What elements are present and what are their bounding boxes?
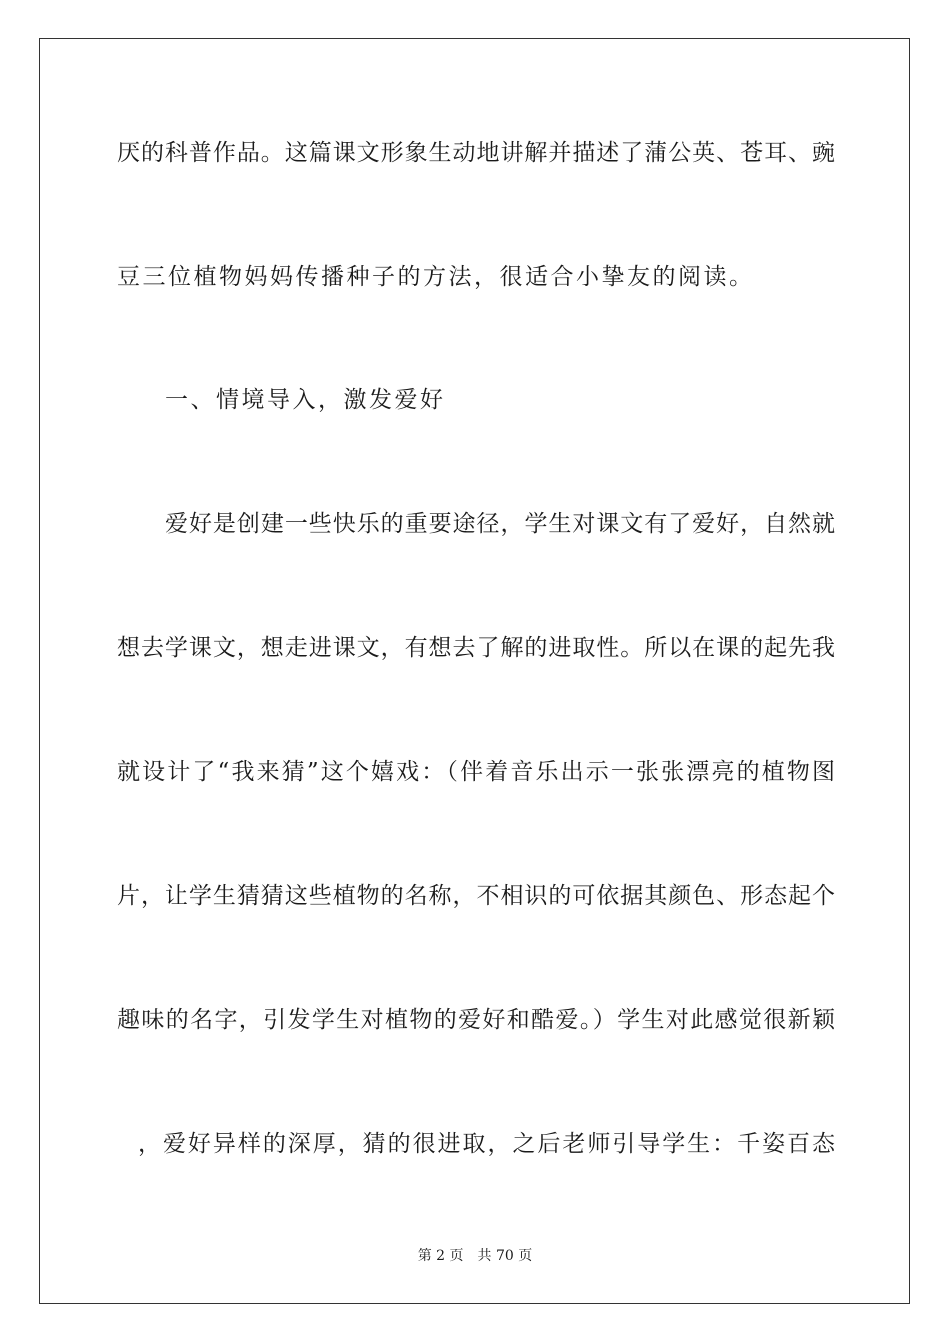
text-line: ，爱好异样的深厚，猜的很进取，之后老师引导学生：千姿百态	[138, 1131, 835, 1157]
text-line: 想去学课文，想走进课文，有想去了解的进取性。所以在课的起先我	[117, 635, 835, 661]
page-border	[39, 38, 910, 1304]
text-line: 豆三位植物妈妈传播种子的方法，很适合小挚友的阅读。	[117, 264, 755, 290]
text-line: 片，让学生猜猜这些植物的名称，不相识的可依据其颜色、形态起个	[117, 883, 835, 909]
page-number: 第 2 页	[417, 1248, 464, 1264]
text-line: 爱好是创建一些快乐的重要途径，学生对课文有了爱好，自然就	[165, 511, 835, 537]
page-footer	[0, 1247, 950, 1265]
text-line: 就设计了“我来猜”这个嬉戏：（伴着音乐出示一张张漂亮的植物图	[117, 759, 835, 785]
text-line: 趣味的名字，引发学生对植物的爱好和酷爱。）学生对此感觉很新颖	[117, 1007, 835, 1033]
total-pages: 共 70 页	[477, 1248, 533, 1264]
text-line: 厌的科普作品。这篇课文形象生动地讲解并描述了蒲公英、苍耳、豌	[117, 140, 835, 166]
section-heading: 一、情境导入，激发爱好	[165, 387, 446, 413]
